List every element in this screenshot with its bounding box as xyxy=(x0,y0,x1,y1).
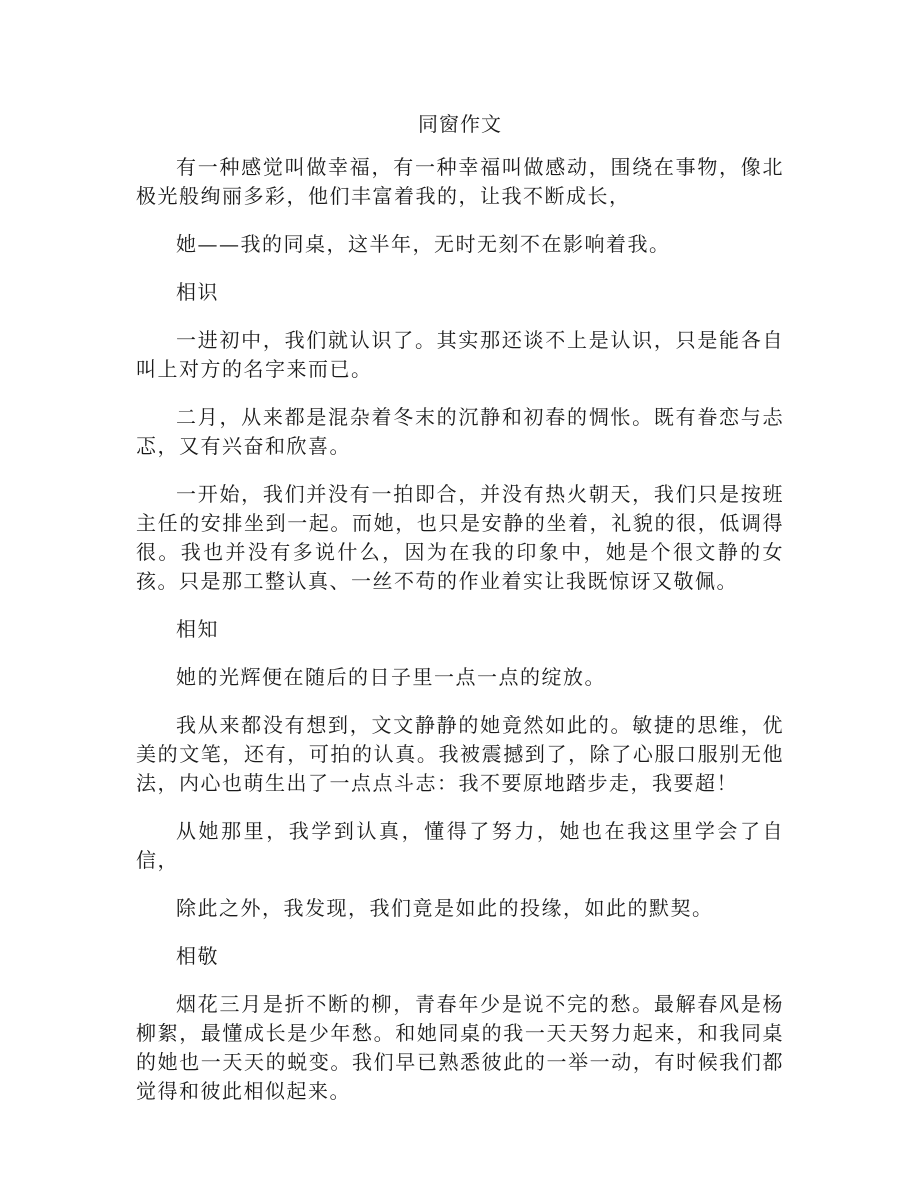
document-body xyxy=(136,153,784,1125)
paragraph: 从她那里，我学到认真，懂得了努力，她也在我这里学会了自信， xyxy=(136,819,784,872)
section-heading-xiangzhi: 相知 xyxy=(176,617,219,641)
paragraph: 她的光辉便在随后的日子里一点一点的绽放。 xyxy=(176,665,606,689)
section-heading-xiangshi: 相识 xyxy=(176,280,219,304)
section-heading-xiangjing: 相敬 xyxy=(176,944,219,968)
paragraph: 除此之外，我发现，我们竟是如此的投缘，如此的默契。 xyxy=(176,896,714,920)
document-title: 同窗作文 xyxy=(418,112,502,136)
paragraph: 二月，从来都是混杂着冬末的沉静和初春的惆怅。既有眷恋与忐忑，又有兴奋和欣喜。 xyxy=(136,405,784,458)
paragraph: 一开始，我们并没有一拍即合，并没有热火朝天，我们只是按班主任的安排坐到一起。而她，也只是安静的坐着，礼貌的很，低调得很。我也并没有多说什么，因为在我的印象中，她是个很文静的女孩。只是那工整认真、一丝不苟的作业着实让我既惊讶又敬佩。 xyxy=(136,482,784,593)
paragraph: 一进初中，我们就认识了。其实那还谈不上是认识，只是能各自叫上对方的名字来而已。 xyxy=(136,328,784,381)
paragraph: 烟花三月是折不断的柳，青春年少是说不完的愁。最解春风是杨柳絮，最懂成长是少年愁。和她同桌的我一天天努力起来，和我同桌的她也一天天的蜕变。我们早已熟悉彼此的一举一动，有时候我们都觉得和彼此相似起来。 xyxy=(136,992,784,1103)
paragraph: 我从来都没有想到，文文静静的她竟然如此的。敏捷的思维，优美的文笔，还有，可拍的认真。我被震撼到了，除了心服口服别无他法，内心也萌生出了一点点斗志：我不要原地踏步走，我要超！ xyxy=(136,713,784,795)
paragraph: 有一种感觉叫做幸福，有一种幸福叫做感动，围绕在事物，像北极光般绚丽多彩，他们丰富着我的，让我不断成长， xyxy=(136,155,784,208)
paragraph: 她——我的同桌，这半年，无时无刻不在影响着我。 xyxy=(176,232,671,256)
